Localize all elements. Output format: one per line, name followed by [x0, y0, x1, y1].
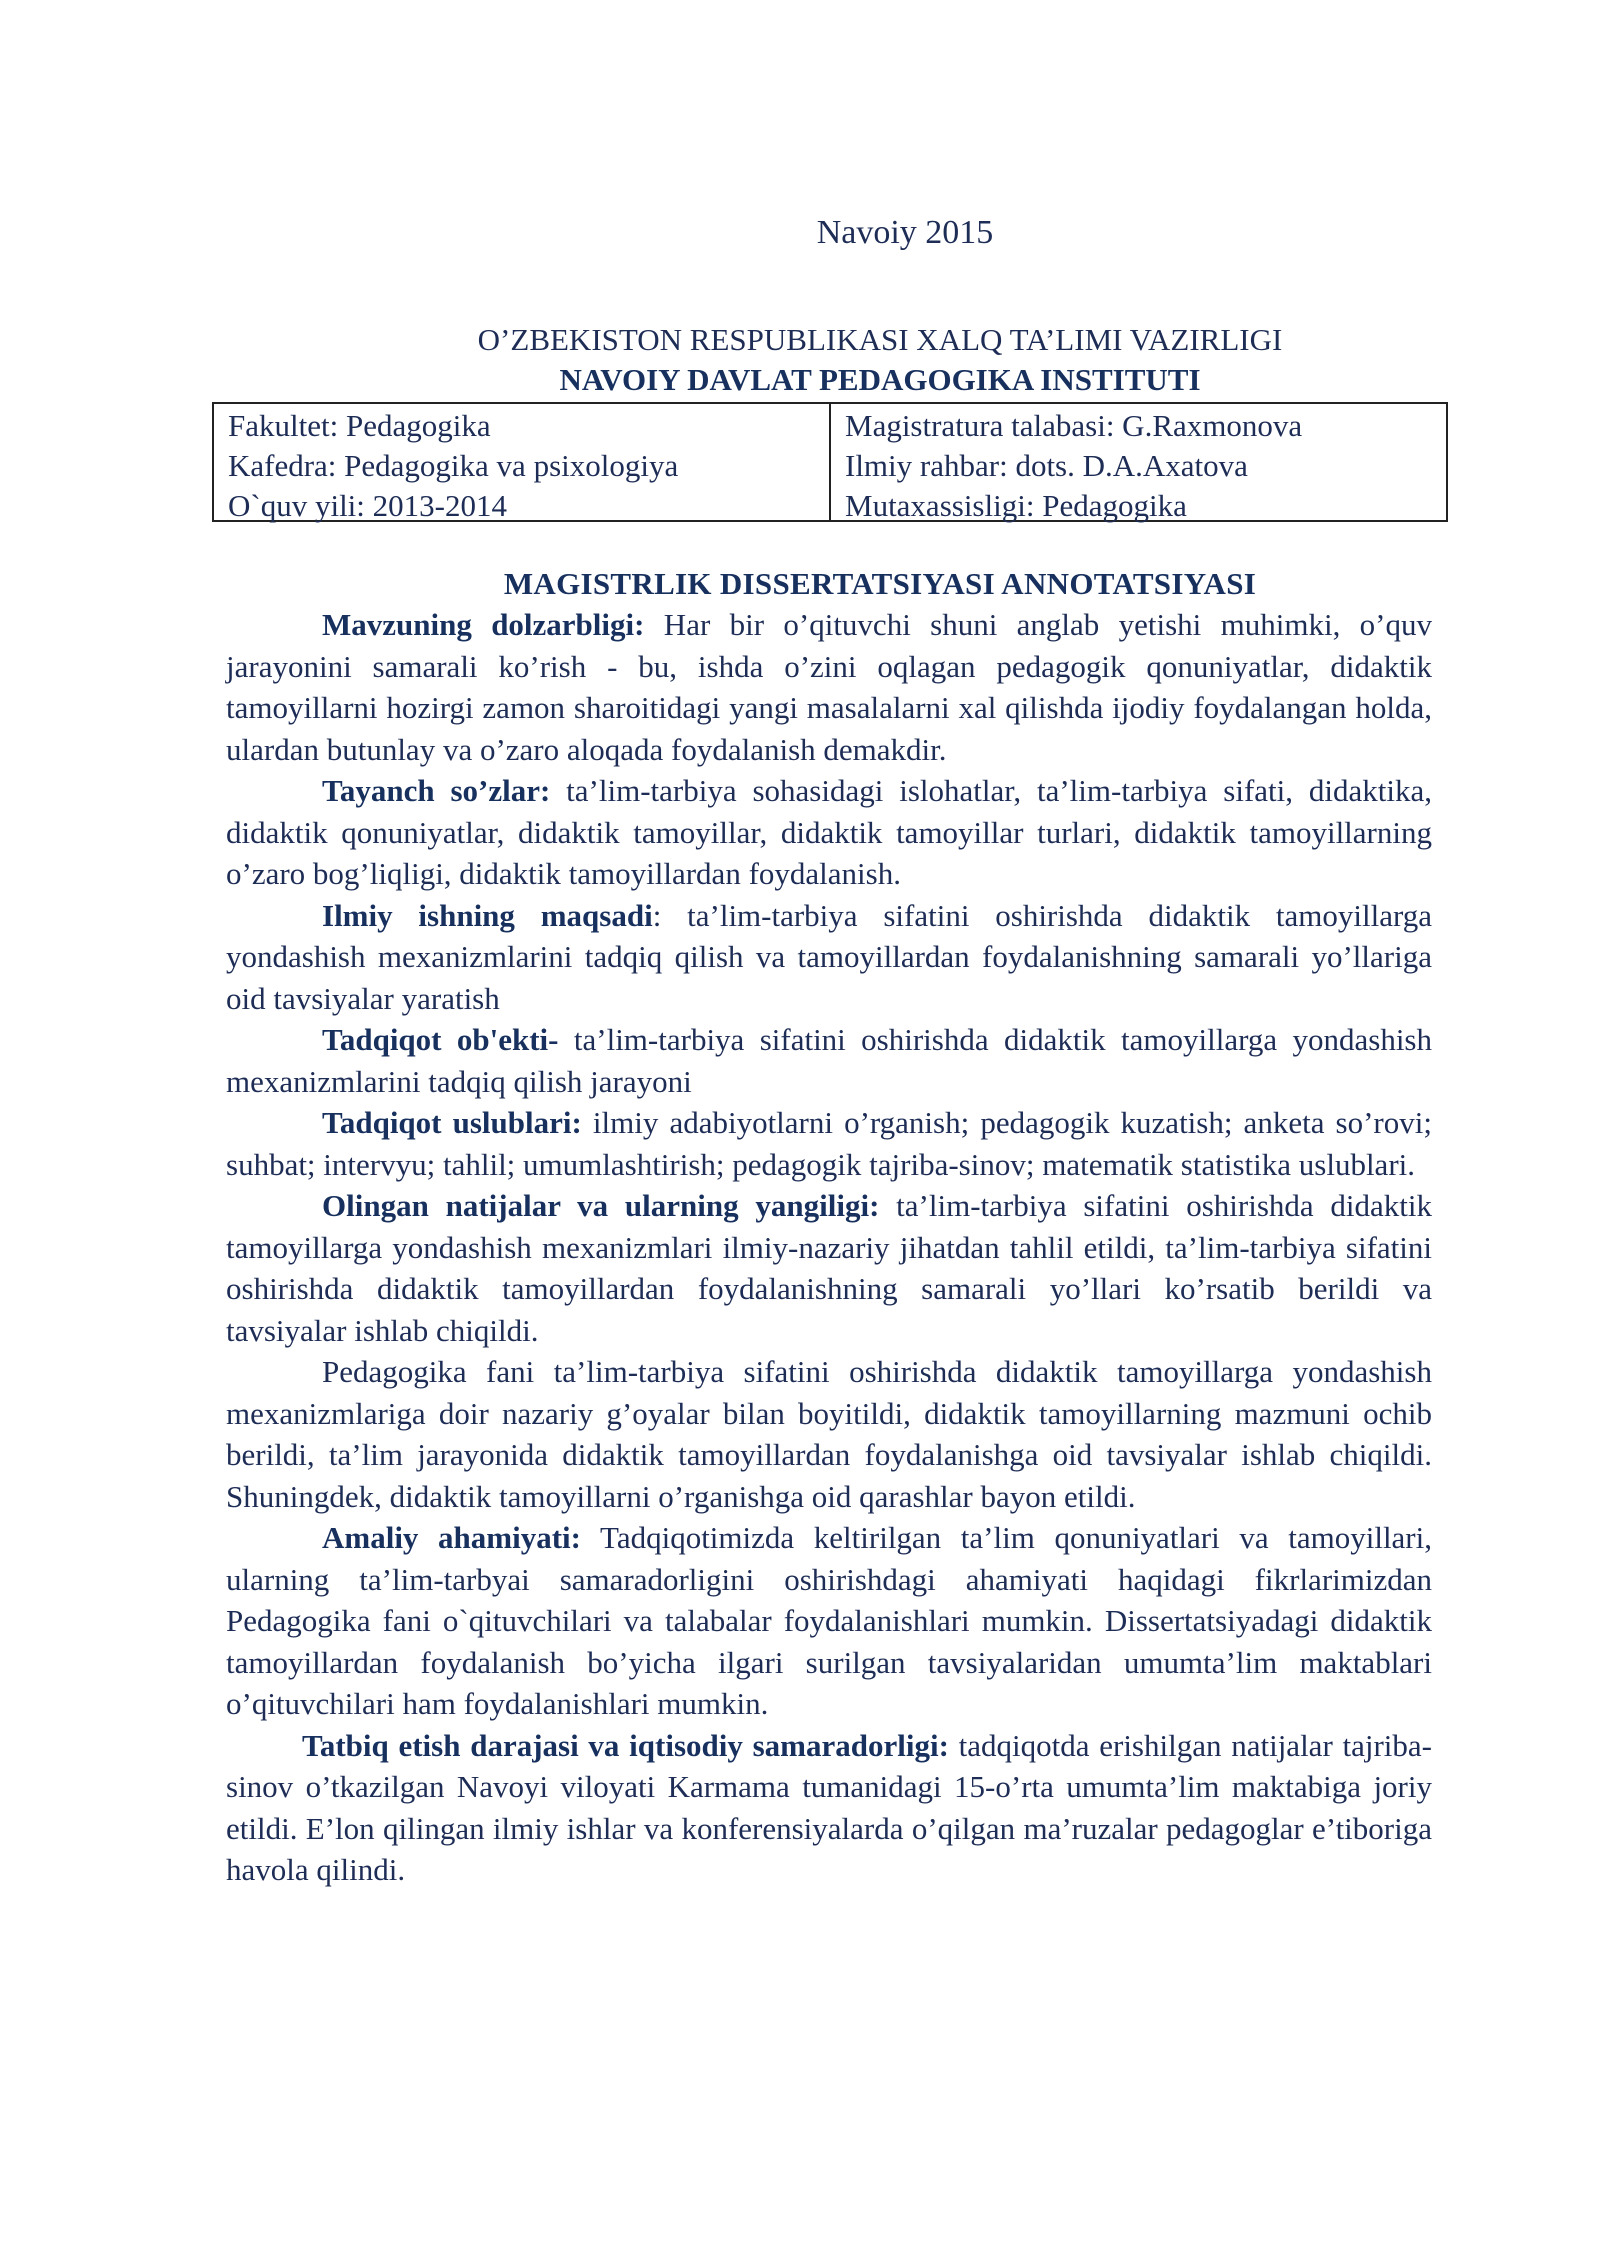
- section-heading: Tadqiqot uslublari:: [322, 1105, 582, 1140]
- section-text: ta’lim-tarbiya sifatini oshirishda didaktik tamoyillarga yondashish mexanizmlarini tadqiq qilish jarayoni: [226, 1022, 1432, 1099]
- section-heading: Tayanch so’zlar:: [322, 773, 551, 808]
- info-box-left: [214, 404, 831, 523]
- faculty-line: Fakultet: Pedagogika: [228, 408, 491, 443]
- section-heading: Ilmiy ishning maqsadi: [322, 897, 653, 933]
- city-year: Navoiy 2015: [816, 214, 994, 251]
- department-line: Kafedra: Pedagogika va psixologiya: [228, 448, 679, 483]
- document-title: MAGISTRLIK DISSERTATSIYASI ANNOTATSIYASI: [503, 566, 1257, 601]
- section-heading: Tadqiqot ob'ekti-: [322, 1022, 559, 1057]
- section-methods: [226, 1102, 1432, 1185]
- institute-heading: NAVOIY DAVLAT PEDAGOGIKA INSTITUTI: [559, 362, 1201, 397]
- section-heading: Tatbiq etish darajasi va iqtisodiy samaradorligi:: [302, 1727, 949, 1763]
- ministry-heading: O’ZBEKISTON RESPUBLIKASI XALQ TA’LIMI VAZIRLIGI: [477, 322, 1283, 357]
- section-enrichment: [226, 1351, 1432, 1517]
- section-relevance: [226, 604, 1432, 770]
- section-object: [226, 1019, 1432, 1102]
- section-heading: Olingan natijalar va ularning yangiligi:: [322, 1188, 880, 1223]
- info-box: [212, 402, 1448, 522]
- section-heading: Mavzuning dolzarbligi:: [322, 607, 645, 642]
- section-text: ilmiy adabiyotlarni o’rganish; pedagogik kuzatish; anketa so’rovi; suhbat; intervyu; tahlil; umumlashtirish; pedagogik tajriba-sinov; matematik statistika uslublari.: [226, 1105, 1432, 1182]
- section-keywords: [226, 770, 1432, 895]
- section-text: Pedagogika fani ta’lim-tarbiya sifatini oshirishda didaktik tamoyillarga yondashish mexanizmlariga doir nazariy g’oyalar bilan boyitildi, didaktik tamoyillarning mazmuni ochib berildi, ta’lim jarayonida didaktik tamoyillardan foydalanishga oid tavsiyalar ishlab chiqildi. Shuningdek, didaktik tamoyillarni o’rganishga oid qarashlar bayon etildi.: [226, 1354, 1432, 1514]
- annotation-body: [226, 604, 1432, 1891]
- section-text: tadqiqotda erishilgan natijalar tajriba-sinov o’tkazilgan Navoyi viloyati Karmama tumanidagi 15-o’rta umumta’lim maktabiga joriy etildi. E’lon qilingan ilmiy ishlar va konferensiyalarda o’qilgan ma’ruzalar pedagoglar e’tiboriga havola qilindi.: [226, 1727, 1432, 1887]
- section-text: ta’lim-tarbiya sohasidagi islohatlar, ta’lim-tarbiya sifati, didaktika, didaktik qonuniyatlar, didaktik tamoyillar, didaktik tamoyillar turlari, didaktik tamoyillarning o’zaro bog’liqligi, didaktik tamoyillardan foydalanish.: [226, 773, 1432, 891]
- section-implementation: [226, 1725, 1432, 1891]
- supervisor-line: Ilmiy rahbar: dots. D.A.Axatova: [845, 448, 1248, 483]
- section-text: Tadqiqotimizda keltirilgan ta’lim qonuniyatlari va tamoyillari, ularning ta’lim-tarbyai samaradorligini oshirishdagi ahamiyati haqidagi fikrlarimizdan Pedagogika fani o`qituvchilari va talabalar foydalanishlari mumkin. Dissertatsiyadagi didaktik tamoyillardan foydalanish bo’yicha ilgari surilgan tavsiyalaridan umumta’lim maktablari o’qituvchilari ham foydalanishlari mumkin.: [226, 1520, 1432, 1721]
- section-goal: [226, 895, 1432, 1020]
- academic-year-line: O`quv yili: 2013-2014: [228, 488, 507, 523]
- section-heading: Amaliy ahamiyati:: [322, 1520, 581, 1555]
- section-text: Har bir o’qituvchi shuni anglab yetishi muhimki, o’quv jarayonini samarali ko’rish - bu, ishda o’zini oqlagan pedagogik qonuniyatlar, didaktik tamoyillarni hozirgi zamon sharoitidagi yangi masalalarni xal qilishda ijodiy foydalangan holda, ulardan butunlay va o’zaro aloqada foydalanish demakdir.: [226, 607, 1432, 767]
- section-practical: [226, 1517, 1432, 1725]
- section-text: ta’lim-tarbiya sifatini oshirishda didaktik tamoyillarga yondashish mexanizmlari ilmiy-nazariy jihatdan tahlil etildi, ta’lim-tarbiya sifatini oshirishda didaktik tamoyillardan foydalanishning samarali yo’llari ko’rsatib berildi va tavsiyalar ishlab chiqildi.: [226, 1188, 1433, 1348]
- info-box-right: [831, 404, 1446, 523]
- specialty-line: Mutaxassisligi: Pedagogika: [845, 488, 1187, 523]
- section-results: [226, 1185, 1432, 1351]
- student-line: Magistratura talabasi: G.Raxmonova: [845, 408, 1303, 443]
- section-text: : ta’lim-tarbiya sifatini oshirishda didaktik tamoyillarga yondashish mexanizmlarini tadqiq qilish va tamoyillardan foydalanishning samarali yo’llariga oid tavsiyalar yaratish: [226, 897, 1432, 1016]
